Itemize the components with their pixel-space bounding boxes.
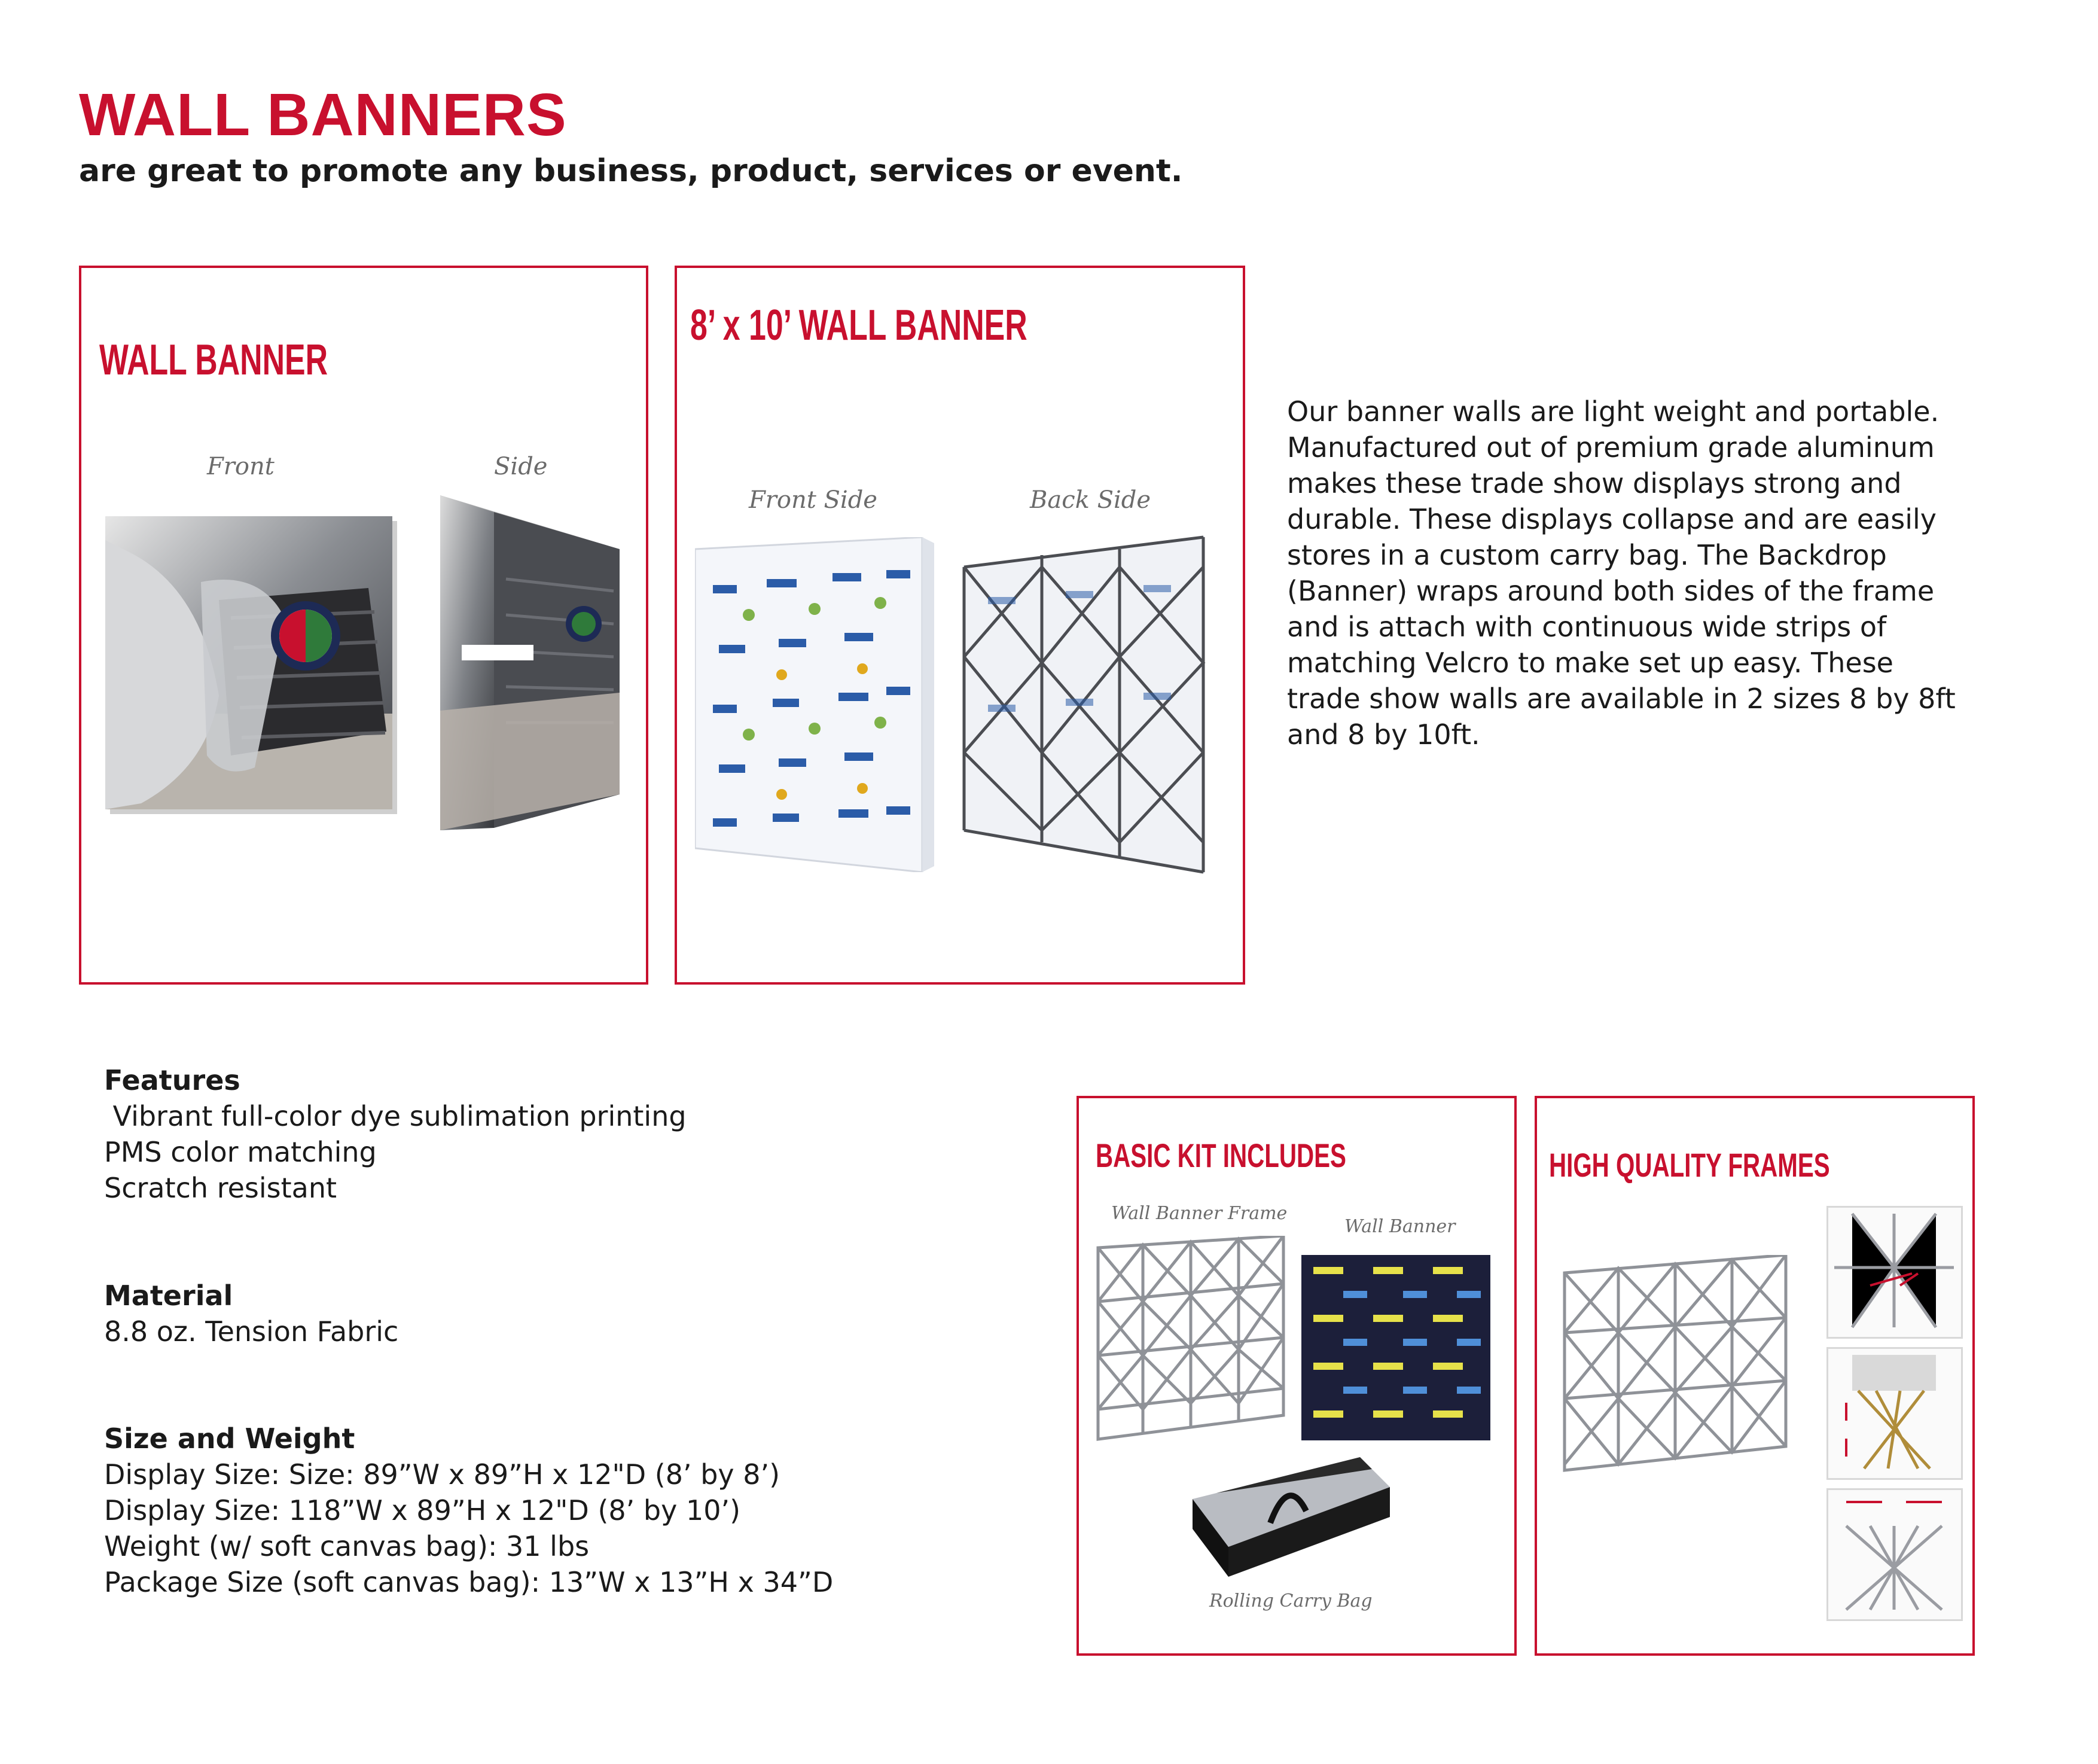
bag-label: Rolling Carry Bag xyxy=(1209,1591,1373,1611)
features-heading: Features xyxy=(104,1064,240,1096)
size-weight-item: Display Size: Size: 89”W x 89”H x 12"D (8’ by 8’) xyxy=(104,1458,780,1491)
size-weight-heading: Size and Weight xyxy=(104,1422,355,1455)
material-heading: Material xyxy=(104,1279,233,1312)
frames-card xyxy=(1535,1096,1975,1656)
basic-kit-card-title: BASIC KIT INCLUDES xyxy=(1096,1137,1346,1174)
wall-banner-card xyxy=(79,266,648,985)
features-item: Scratch resistant xyxy=(104,1172,337,1204)
size-weight-item: Weight (w/ soft canvas bag): 31 lbs xyxy=(104,1530,590,1562)
banner-8x10-card-title: 8’ x 10’ WALL BANNER xyxy=(690,301,1027,349)
basic-kit-card xyxy=(1077,1096,1517,1656)
size-weight-item: Display Size: 118”W x 89”H x 12"D (8’ by 10’) xyxy=(104,1494,741,1527)
features-item: Vibrant full-color dye sublimation printing xyxy=(104,1100,687,1132)
front-label: Front xyxy=(207,453,275,480)
front-side-label: Front Side xyxy=(749,486,877,514)
frame-detail-thumb xyxy=(1826,1488,1963,1621)
size-weight-section xyxy=(104,1421,833,1600)
page-title: WALL BANNERS xyxy=(79,81,567,148)
wall-banner-card-title: WALL BANNER xyxy=(99,336,328,384)
side-label: Side xyxy=(494,453,548,480)
kit-frame-image xyxy=(1092,1236,1289,1445)
material-item: 8.8 oz. Tension Fabric xyxy=(104,1315,399,1348)
banner-label: Wall Banner xyxy=(1344,1216,1456,1237)
size-weight-item: Package Size (soft canvas bag): 13”W x 13”H x 34”D xyxy=(104,1566,834,1598)
wall-banner-front-image xyxy=(105,516,404,821)
product-description: Our banner walls are light weight and portable. Manufactured out of premium grade aluminum makes these trade show displays strong and durable. These displays collapse and are easily stores in a custom carry bag. The Backdrop (Banner) wraps around both sides of the frame and is attach with continuous wide strips of matching Velcro to make set up easy. These trade show walls are available in 2 sizes 8 by 8ft and 8 by 10ft. xyxy=(1287,395,1956,751)
banner-8x10-card xyxy=(675,266,1245,985)
kit-banner-image xyxy=(1301,1255,1490,1440)
back-side-label: Back Side xyxy=(1030,486,1151,514)
frame-label: Wall Banner Frame xyxy=(1111,1203,1288,1224)
wall-banner-side-image xyxy=(440,495,632,830)
features-item: PMS color matching xyxy=(104,1136,377,1168)
banner-back-side-image xyxy=(952,531,1215,878)
frame-detail-thumb xyxy=(1826,1206,1963,1339)
kit-carry-bag-image xyxy=(1181,1451,1396,1583)
features-section xyxy=(104,1062,687,1206)
banner-front-side-image xyxy=(695,537,940,872)
material-section xyxy=(104,1278,398,1349)
frames-card-title: HIGH QUALITY FRAMES xyxy=(1549,1146,1830,1184)
page-subtitle: are great to promote any business, product, services or event. xyxy=(79,153,1183,189)
frame-detail-thumb xyxy=(1826,1347,1963,1480)
frames-main-image xyxy=(1559,1255,1792,1476)
